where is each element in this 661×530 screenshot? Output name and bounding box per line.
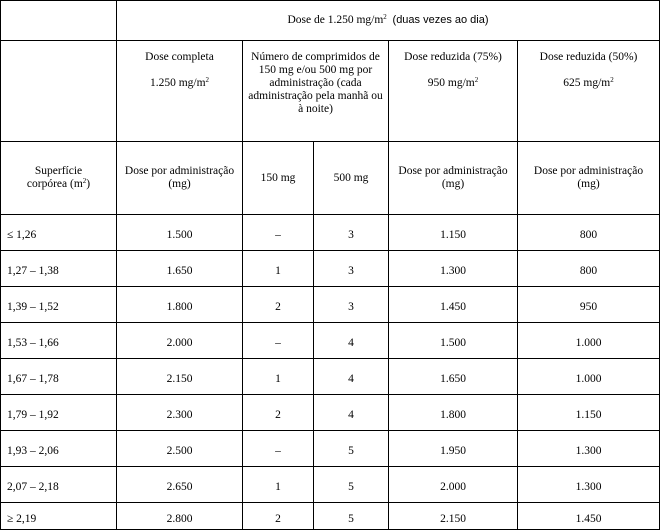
- c500-cell: 3: [314, 287, 389, 323]
- dose-75-header: [389, 41, 518, 142]
- dose-cell: 1.800: [117, 287, 243, 323]
- c500-cell: 5: [314, 467, 389, 503]
- d50-cell: 800: [518, 215, 660, 251]
- c150-cell: –: [243, 431, 314, 467]
- table-row: [1, 431, 660, 467]
- dose-completa-header: [117, 41, 243, 142]
- bsa-cell: 1,27 – 1,38: [1, 251, 117, 287]
- table-row: [1, 467, 660, 503]
- comprimidos-header: [243, 41, 389, 142]
- table-row: [1, 287, 660, 323]
- c150-cell: –: [243, 323, 314, 359]
- d75-cell: 1.950: [389, 431, 518, 467]
- d50-cell: 1.300: [518, 467, 660, 503]
- c500-cell: 5: [314, 503, 389, 530]
- d75-cell: 1.450: [389, 287, 518, 323]
- d75-cell: 1.150: [389, 215, 518, 251]
- d75-cell: 2.000: [389, 467, 518, 503]
- column-header-row: [1, 142, 660, 215]
- superficie-close: ): [86, 178, 91, 190]
- dose-title-suffix: (duas vezes ao dia): [392, 14, 489, 26]
- table-row: [1, 359, 660, 395]
- table-title-row: [1, 1, 660, 41]
- table-row: [1, 395, 660, 431]
- c500-cell: 4: [314, 359, 389, 395]
- table-row: [1, 503, 660, 530]
- dose-cell: 2.650: [117, 467, 243, 503]
- dose-50-label: Dose reduzida (50%): [539, 51, 638, 63]
- bsa-cell: 1,93 – 2,06: [1, 431, 117, 467]
- dose-title-sup: 2: [383, 13, 387, 21]
- table-row: [1, 215, 660, 251]
- d50-cell: 800: [518, 251, 660, 287]
- c150-cell: 2: [243, 503, 314, 530]
- d75-cell: 1.300: [389, 251, 518, 287]
- c500-cell: 4: [314, 323, 389, 359]
- c150-cell: 2: [243, 395, 314, 431]
- bsa-cell: 1,53 – 1,66: [1, 323, 117, 359]
- c500-cell: 3: [314, 251, 389, 287]
- superficie-line2: corpórea (m: [26, 178, 83, 190]
- d50-cell: 1.150: [518, 395, 660, 431]
- dose-75-label: Dose reduzida (75%): [404, 51, 502, 63]
- dose-cell: 2.500: [117, 431, 243, 467]
- mg150-header: 150 mg: [243, 142, 314, 215]
- subheader-row: [1, 41, 660, 142]
- d75-cell: 1.800: [389, 395, 518, 431]
- dose-cell: 2.300: [117, 395, 243, 431]
- c150-cell: 1: [243, 359, 314, 395]
- c500-cell: 5: [314, 431, 389, 467]
- c150-cell: 2: [243, 287, 314, 323]
- dose-admin-50-header: Dose por administração (mg): [518, 142, 660, 215]
- c150-cell: –: [243, 215, 314, 251]
- dose-75-sup: 2: [474, 76, 479, 84]
- dose-admin-75-header: Dose por administração (mg): [389, 142, 518, 215]
- blank-subheader-cell: [1, 41, 117, 142]
- dose-cell: 2.000: [117, 323, 243, 359]
- dose-75-value: 950 mg/m: [427, 77, 475, 89]
- table-row: [1, 323, 660, 359]
- bsa-cell: 1,79 – 1,92: [1, 395, 117, 431]
- dose-title-cell: [117, 1, 660, 41]
- c150-cell: 1: [243, 467, 314, 503]
- dose-cell: 1.650: [117, 251, 243, 287]
- dose-title: Dose de 1.250 mg/m: [287, 14, 384, 26]
- bsa-cell: 1,39 – 1,52: [1, 287, 117, 323]
- mg500-header: 500 mg: [314, 142, 389, 215]
- blank-corner-cell: [1, 1, 117, 41]
- bsa-cell: 2,07 – 2,18: [1, 467, 117, 503]
- table-row: [1, 251, 660, 287]
- c150-cell: 1: [243, 251, 314, 287]
- comprimidos-label: Número de comprimidos de 150 mg e/ou 500 mg por administração (cada administração pela manhã ou à noite): [248, 51, 383, 115]
- dose-50-header: [518, 41, 660, 142]
- d75-cell: 1.500: [389, 323, 518, 359]
- dose-completa-label: Dose completa: [145, 51, 214, 63]
- dose-50-value: 625 mg/m: [563, 77, 611, 89]
- bsa-cell: ≥ 2,19: [1, 503, 117, 530]
- d50-cell: 1.450: [518, 503, 660, 530]
- dose-admin-header: Dose por administração (mg): [117, 142, 243, 215]
- d50-cell: 1.000: [518, 323, 660, 359]
- dose-completa-value: 1.250 mg/m: [149, 77, 206, 89]
- bsa-cell: ≤ 1,26: [1, 215, 117, 251]
- d50-cell: 1.000: [518, 359, 660, 395]
- superficie-line1: Superfície: [34, 165, 83, 177]
- dose-cell: 1.500: [117, 215, 243, 251]
- c500-cell: 4: [314, 395, 389, 431]
- c500-cell: 3: [314, 215, 389, 251]
- d75-cell: 2.150: [389, 503, 518, 530]
- dose-50-sup: 2: [610, 76, 614, 84]
- d50-cell: 1.300: [518, 431, 660, 467]
- superficie-sup: 2: [82, 177, 87, 185]
- d75-cell: 1.650: [389, 359, 518, 395]
- dose-cell: 2.150: [117, 359, 243, 395]
- dose-cell: 2.800: [117, 503, 243, 530]
- d50-cell: 950: [518, 287, 660, 323]
- dose-completa-sup: 2: [205, 76, 210, 84]
- superficie-header: [1, 142, 117, 215]
- bsa-cell: 1,67 – 1,78: [1, 359, 117, 395]
